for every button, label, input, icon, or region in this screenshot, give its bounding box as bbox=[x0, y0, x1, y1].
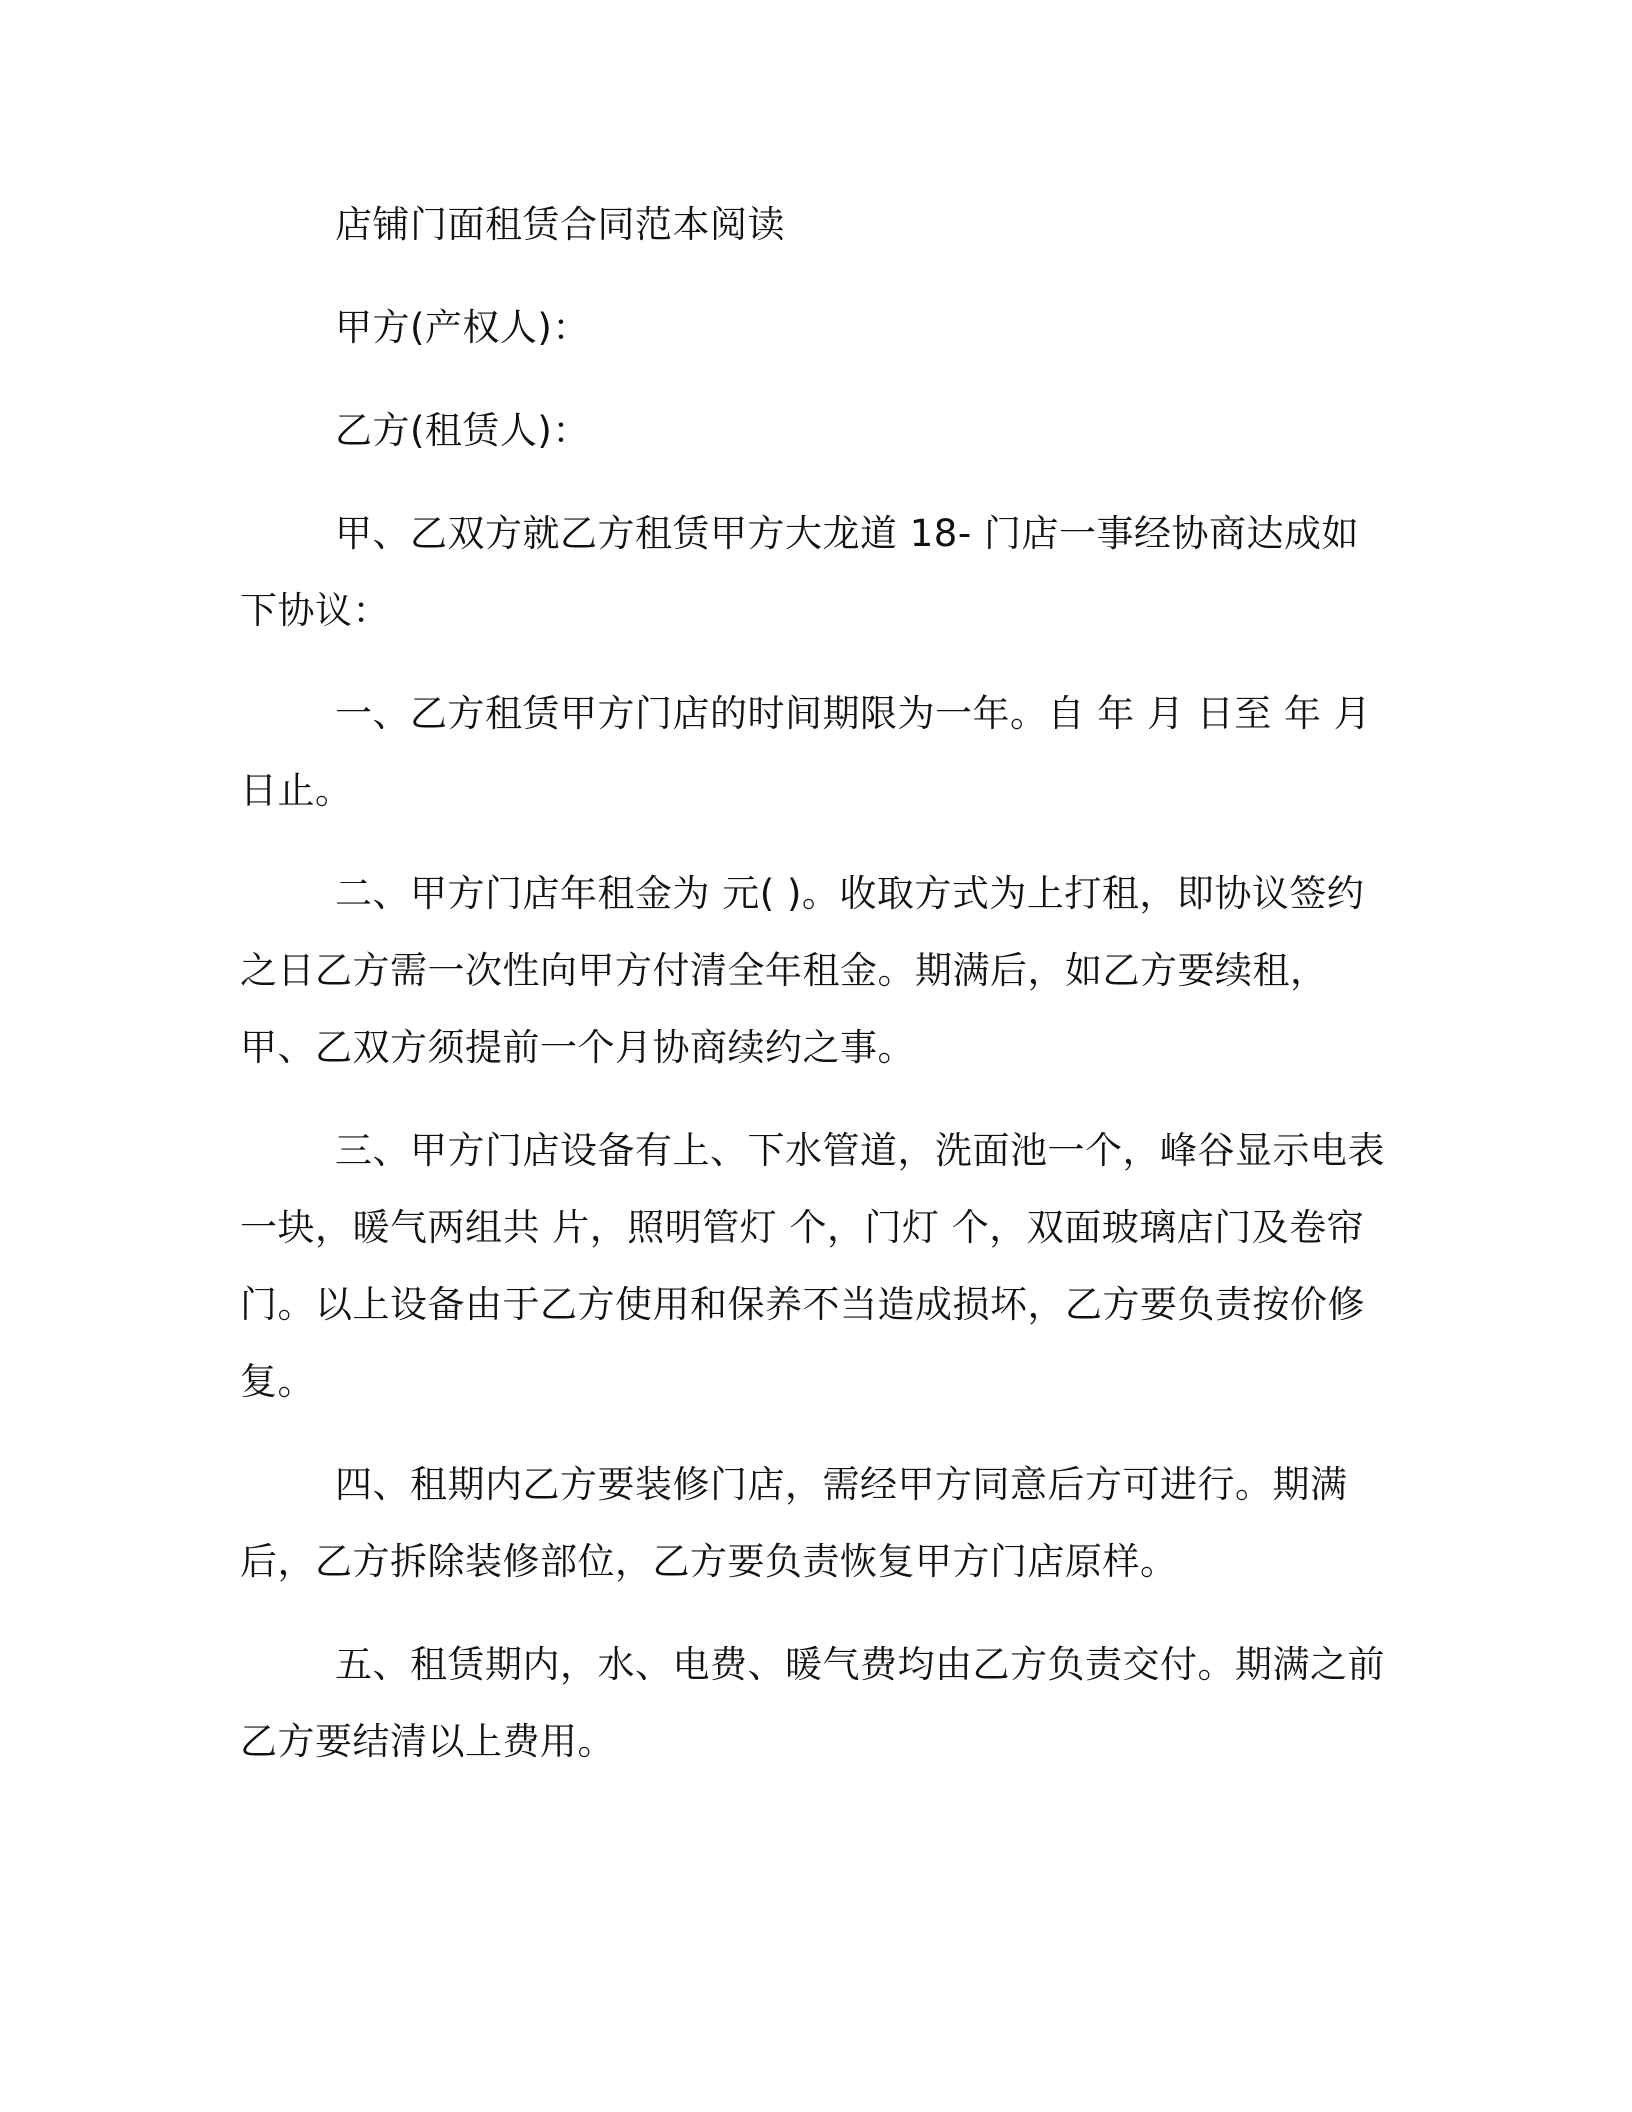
intro-paragraph: 甲、乙双方就乙方租赁甲方大龙道 18- 门店一事经协商达成如下协议： bbox=[240, 512, 1359, 632]
document-title: 店铺门面租赁合同范本阅读 bbox=[335, 203, 785, 246]
clause-3: 三、甲方门店设备有上、下水管道，洗面池一个，峰谷显示电表一块，暖气两组共 片，照明管灯 个，门灯 个，双面玻璃店门及卷帘门。以上设备由于乙方使用和保养不当造成损坏，乙方要负责按价修复。 bbox=[240, 1129, 1385, 1403]
document-body bbox=[240, 186, 1392, 1780]
party-a-line: 甲方(产权人)： bbox=[335, 306, 590, 349]
clause-5: 五、租赁期内，水、电费、暖气费均由乙方负责交付。期满之前乙方要结清以上费用。 bbox=[240, 1643, 1385, 1763]
clause-2: 二、甲方门店年租金为 元( )。收取方式为上打租，即协议签约之日乙方需一次性向甲方付清全年租金。期满后，如乙方要续租，甲、乙双方须提前一个月协商续约之事。 bbox=[240, 872, 1365, 1069]
party-b-line: 乙方(租赁人)： bbox=[335, 409, 590, 452]
clause-1: 一、乙方租赁甲方门店的时间期限为一年。自 年 月 日至 年 月 日止。 bbox=[240, 692, 1372, 812]
clause-4: 四、租期内乙方要装修门店，需经甲方同意后方可进行。期满后，乙方拆除装修部位，乙方要负责恢复甲方门店原样。 bbox=[240, 1463, 1348, 1583]
